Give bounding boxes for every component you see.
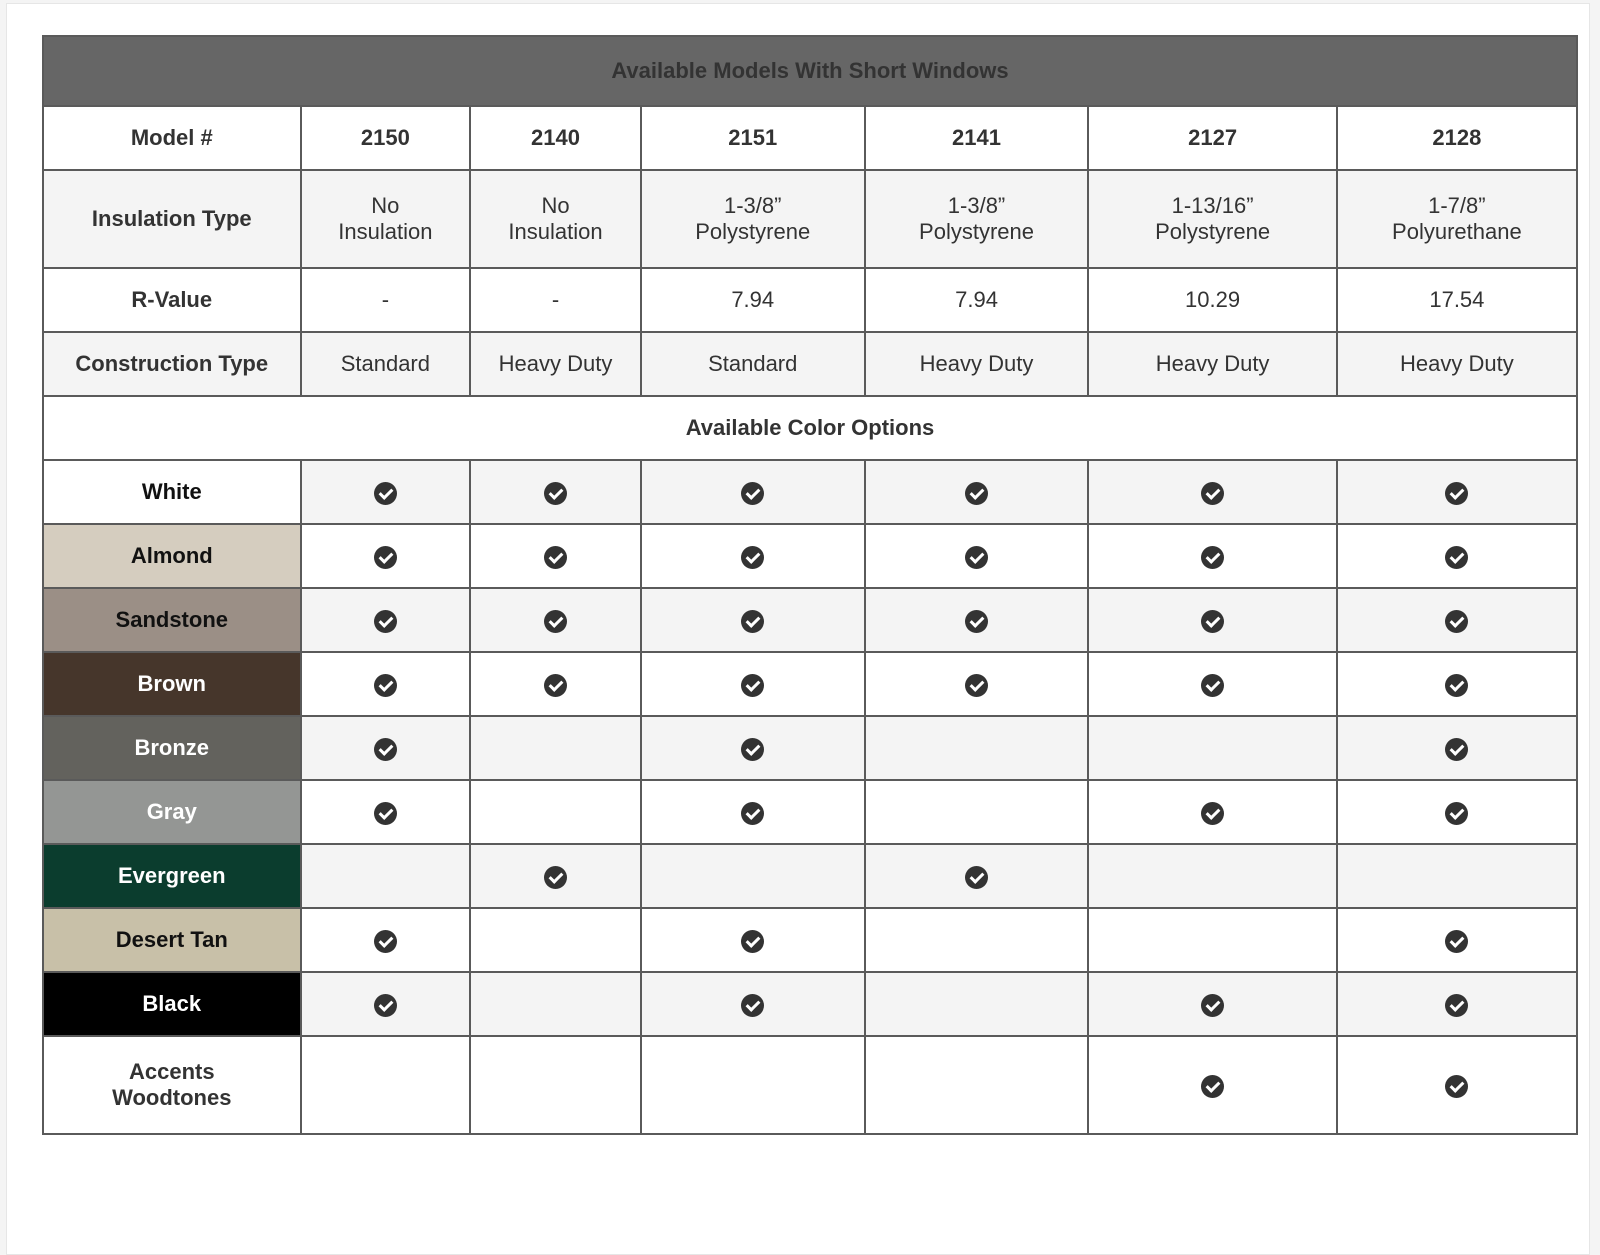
- check-circle-icon: [965, 546, 988, 569]
- model-number: 2140: [470, 106, 641, 170]
- cell-line: Insulation: [508, 219, 603, 244]
- content-frame: [6, 3, 1590, 1255]
- color-name-cell: Brown: [43, 652, 301, 716]
- spec-value: 7.94: [641, 268, 865, 332]
- spec-value: Heavy Duty: [1088, 332, 1336, 396]
- availability-cell: [301, 460, 471, 524]
- availability-cell: [1337, 972, 1577, 1036]
- color-row: [43, 908, 1577, 972]
- check-circle-icon: [1201, 994, 1224, 1017]
- availability-cell: [1337, 716, 1577, 780]
- availability-cell: [641, 524, 865, 588]
- check-circle-icon: [1445, 738, 1468, 761]
- availability-cell: [641, 716, 865, 780]
- spec-value: [865, 170, 1089, 268]
- availability-cell: [1088, 972, 1336, 1036]
- check-circle-icon: [544, 610, 567, 633]
- availability-cell: [1337, 652, 1577, 716]
- color-row: [43, 652, 1577, 716]
- check-circle-icon: [1445, 482, 1468, 505]
- availability-cell: [470, 844, 641, 908]
- spec-value: 7.94: [865, 268, 1089, 332]
- availability-cell: [301, 972, 471, 1036]
- spec-value: Standard: [641, 332, 865, 396]
- color-name-cell: Desert Tan: [43, 908, 301, 972]
- availability-cell: [301, 780, 471, 844]
- availability-cell: [865, 460, 1089, 524]
- check-circle-icon: [741, 482, 764, 505]
- availability-cell: [1337, 1036, 1577, 1134]
- availability-cell: [301, 908, 471, 972]
- availability-cell: [1088, 844, 1336, 908]
- color-row: [43, 588, 1577, 652]
- availability-cell: [1088, 1036, 1336, 1134]
- availability-cell: [865, 844, 1089, 908]
- availability-cell: [470, 588, 641, 652]
- check-circle-icon: [374, 738, 397, 761]
- cell-line: No: [541, 193, 570, 218]
- cell-line: Polystyrene: [1155, 219, 1271, 244]
- cell-line: 1-3/8”: [947, 193, 1006, 218]
- availability-cell: [301, 716, 471, 780]
- color-section-row: [43, 396, 1577, 460]
- availability-cell: [641, 780, 865, 844]
- spec-value: 10.29: [1088, 268, 1336, 332]
- check-circle-icon: [374, 994, 397, 1017]
- cell-line: Polystyrene: [919, 219, 1034, 244]
- spec-value: [301, 170, 471, 268]
- spec-value: [470, 170, 641, 268]
- check-circle-icon: [374, 482, 397, 505]
- spec-label: Construction Type: [43, 332, 301, 396]
- availability-cell: [301, 524, 471, 588]
- color-name-cell: Sandstone: [43, 588, 301, 652]
- cell-line: Polyurethane: [1392, 219, 1522, 244]
- check-circle-icon: [1445, 546, 1468, 569]
- availability-cell: [470, 652, 641, 716]
- color-row: [43, 972, 1577, 1036]
- availability-cell: [1088, 908, 1336, 972]
- check-circle-icon: [544, 674, 567, 697]
- color-name-cell: Almond: [43, 524, 301, 588]
- check-circle-icon: [965, 610, 988, 633]
- check-circle-icon: [1445, 994, 1468, 1017]
- check-circle-icon: [1201, 610, 1224, 633]
- models-spec-table: [42, 35, 1578, 1135]
- check-circle-icon: [1445, 802, 1468, 825]
- availability-cell: [865, 972, 1089, 1036]
- check-circle-icon: [544, 482, 567, 505]
- check-circle-icon: [374, 802, 397, 825]
- cell-line: Insulation: [338, 219, 433, 244]
- spec-value: [1337, 170, 1577, 268]
- spec-value: [641, 170, 865, 268]
- color-row: [43, 1036, 1577, 1134]
- color-section-title: Available Color Options: [43, 396, 1577, 460]
- availability-cell: [301, 844, 471, 908]
- check-circle-icon: [1445, 674, 1468, 697]
- check-circle-icon: [544, 546, 567, 569]
- availability-cell: [641, 652, 865, 716]
- availability-cell: [1337, 524, 1577, 588]
- availability-cell: [1337, 844, 1577, 908]
- spec-label: R-Value: [43, 268, 301, 332]
- availability-cell: [865, 716, 1089, 780]
- availability-cell: [641, 908, 865, 972]
- model-number: 2150: [301, 106, 471, 170]
- spec-row: [43, 170, 1577, 268]
- check-circle-icon: [1445, 930, 1468, 953]
- check-circle-icon: [1201, 802, 1224, 825]
- check-circle-icon: [1201, 546, 1224, 569]
- availability-cell: [301, 652, 471, 716]
- check-circle-icon: [1445, 610, 1468, 633]
- check-circle-icon: [741, 930, 764, 953]
- color-row: [43, 780, 1577, 844]
- availability-cell: [641, 972, 865, 1036]
- check-circle-icon: [965, 674, 988, 697]
- availability-cell: [641, 1036, 865, 1134]
- availability-cell: [301, 1036, 471, 1134]
- cell-line: Woodtones: [112, 1085, 232, 1110]
- color-name-cell: Gray: [43, 780, 301, 844]
- cell-line: 1-7/8”: [1428, 193, 1486, 218]
- check-circle-icon: [965, 482, 988, 505]
- availability-cell: [470, 972, 641, 1036]
- spec-value: Heavy Duty: [865, 332, 1089, 396]
- table-title: Available Models With Short Windows: [43, 36, 1577, 106]
- model-label: Model #: [43, 106, 301, 170]
- spec-value: [1088, 170, 1336, 268]
- spec-value: -: [301, 268, 471, 332]
- spec-row: [43, 268, 1577, 332]
- spec-label: Insulation Type: [43, 170, 301, 268]
- check-circle-icon: [741, 674, 764, 697]
- spec-value: 17.54: [1337, 268, 1577, 332]
- color-name-cell: Black: [43, 972, 301, 1036]
- cell-line: Polystyrene: [695, 219, 811, 244]
- availability-cell: [1337, 460, 1577, 524]
- color-name-cell: [43, 1036, 301, 1134]
- check-circle-icon: [741, 802, 764, 825]
- availability-cell: [470, 1036, 641, 1134]
- availability-cell: [865, 524, 1089, 588]
- availability-cell: [1337, 780, 1577, 844]
- model-row: [43, 106, 1577, 170]
- model-number: 2128: [1337, 106, 1577, 170]
- check-circle-icon: [741, 546, 764, 569]
- check-circle-icon: [544, 866, 567, 889]
- availability-cell: [1088, 588, 1336, 652]
- availability-cell: [641, 460, 865, 524]
- availability-cell: [470, 908, 641, 972]
- model-number: 2151: [641, 106, 865, 170]
- cell-line: No: [371, 193, 400, 218]
- cell-line: 1-3/8”: [723, 193, 782, 218]
- availability-cell: [1088, 524, 1336, 588]
- availability-cell: [865, 1036, 1089, 1134]
- check-circle-icon: [741, 738, 764, 761]
- color-row: [43, 716, 1577, 780]
- availability-cell: [1088, 716, 1336, 780]
- spec-value: Heavy Duty: [470, 332, 641, 396]
- color-row: [43, 524, 1577, 588]
- model-number: 2127: [1088, 106, 1336, 170]
- check-circle-icon: [741, 610, 764, 633]
- color-name-cell: Bronze: [43, 716, 301, 780]
- color-name-cell: White: [43, 460, 301, 524]
- check-circle-icon: [374, 546, 397, 569]
- check-circle-icon: [741, 994, 764, 1017]
- availability-cell: [1088, 780, 1336, 844]
- check-circle-icon: [1201, 1075, 1224, 1098]
- spec-value: Heavy Duty: [1337, 332, 1577, 396]
- cell-line: Accents: [128, 1059, 215, 1084]
- availability-cell: [641, 844, 865, 908]
- availability-cell: [865, 652, 1089, 716]
- availability-cell: [470, 524, 641, 588]
- color-name-cell: Evergreen: [43, 844, 301, 908]
- model-number: 2141: [865, 106, 1089, 170]
- color-row: [43, 460, 1577, 524]
- spec-value: -: [470, 268, 641, 332]
- availability-cell: [641, 588, 865, 652]
- check-circle-icon: [965, 866, 988, 889]
- availability-cell: [1337, 588, 1577, 652]
- check-circle-icon: [374, 610, 397, 633]
- spec-row: [43, 332, 1577, 396]
- spec-value: Standard: [301, 332, 471, 396]
- availability-cell: [1337, 908, 1577, 972]
- cell-line: 1-13/16”: [1171, 193, 1254, 218]
- availability-cell: [301, 588, 471, 652]
- check-circle-icon: [1201, 674, 1224, 697]
- check-circle-icon: [374, 930, 397, 953]
- availability-cell: [865, 588, 1089, 652]
- availability-cell: [1088, 460, 1336, 524]
- availability-cell: [470, 716, 641, 780]
- check-circle-icon: [1201, 482, 1224, 505]
- availability-cell: [1088, 652, 1336, 716]
- check-circle-icon: [1445, 1075, 1468, 1098]
- check-circle-icon: [374, 674, 397, 697]
- color-row: [43, 844, 1577, 908]
- availability-cell: [470, 460, 641, 524]
- availability-cell: [865, 908, 1089, 972]
- availability-cell: [470, 780, 641, 844]
- availability-cell: [865, 780, 1089, 844]
